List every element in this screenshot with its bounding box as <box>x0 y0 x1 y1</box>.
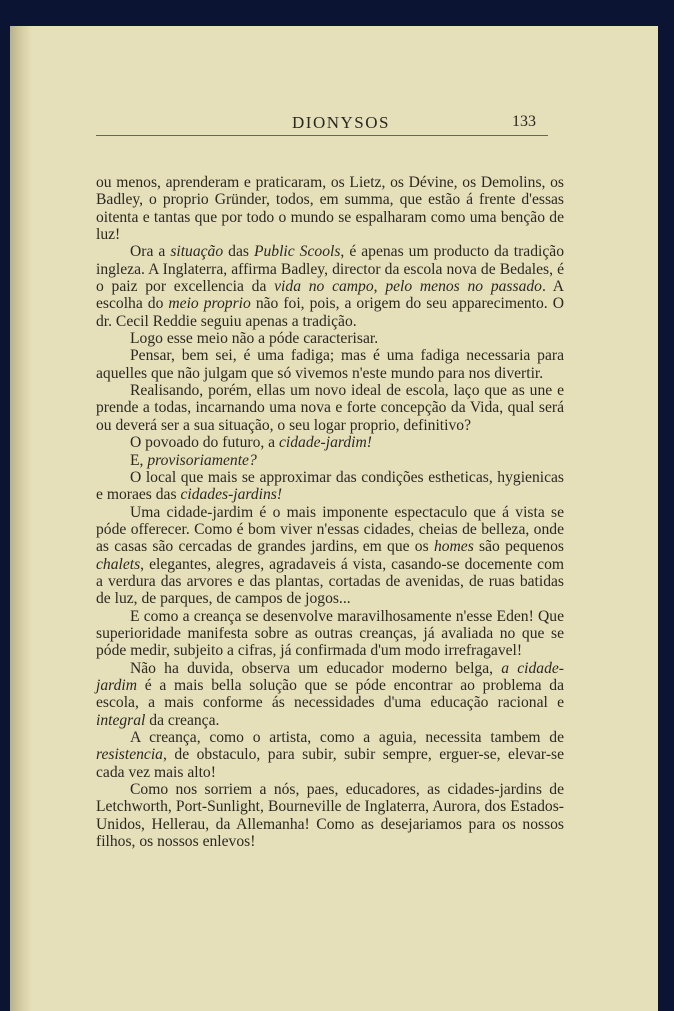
text-run: é a mais bella solução que se póde encontrar ao problema da escola, a mais conforme ás necessidades d'uma educação racional e <box>96 676 564 712</box>
paragraph <box>96 347 564 382</box>
italic-text: a cidade-jardim <box>96 659 564 694</box>
paragraph <box>96 504 564 608</box>
body-text <box>96 174 564 850</box>
text-run: Ora a <box>130 243 171 261</box>
paragraph <box>96 243 564 330</box>
page-number: 133 <box>512 113 536 130</box>
italic-text: integral <box>96 711 146 729</box>
text-run: são pequenos <box>473 538 564 556</box>
paragraph <box>96 729 564 781</box>
italic-text: meio proprio <box>168 295 251 313</box>
italic-text: resistencia <box>96 746 163 764</box>
paragraph <box>96 781 564 850</box>
text-run: das <box>223 243 254 261</box>
text-run: , elegantes, alegres, agradaveis á vista, casando-se docemente com a verdura das arvores e das plantas, cortadas de avenidas, de ruas batidas de luz, de parques, de campos de jogos... <box>96 555 564 608</box>
italic-text: chalets <box>96 555 141 573</box>
italic-text: vida no campo <box>274 278 374 296</box>
paragraph <box>96 434 564 451</box>
text-run: ou menos, aprenderam e praticaram, os Lietz, os Dévine, os Demolins, os Badley, o proprio Gründer, todos, em summa, que estão á frente d'essas oitenta e tantas que por todo o mundo se espalharam como uma benção de luz! <box>96 174 564 244</box>
italic-text: Public Scools <box>253 243 341 261</box>
page-binding-edge <box>10 26 32 1011</box>
paragraph <box>96 469 564 504</box>
text-run: Pensar, bem sei, é uma fadiga; mas é uma fadiga necessaria para aquelles que não julgam que só vivemos n'este mundo para nos divertir. <box>96 347 564 382</box>
text-run: , é apenas um producto da tradição ingleza. A Inglaterra, affirma Badley, director da escola nova de Bedales, é o paiz por excellencia da <box>96 243 564 296</box>
italic-text: homes <box>433 538 474 556</box>
text-run: O povoado do futuro, a <box>130 434 279 452</box>
text-run: . A escolha do <box>96 278 565 313</box>
paragraph <box>96 382 564 434</box>
italic-text: cidade-jardim! <box>278 434 372 452</box>
text-run: Como nos sorriem a nós, paes, educadores, as cidades-jardins de Letchworth, Port-Sunlight, Bourneville de Inglaterra, Aurora, dos Estados-Unidos, Hellerau, da Allemanha! Como as desejariamos para os nossos filhos, os nossos enlevos! <box>96 781 564 851</box>
italic-text: pelo menos no passado <box>385 278 542 296</box>
paragraph <box>96 660 564 729</box>
paragraph <box>96 608 564 660</box>
italic-text: provisoriamente? <box>147 451 257 469</box>
page-header <box>96 113 548 136</box>
text-run: , <box>373 278 386 296</box>
book-page <box>10 26 658 1011</box>
text-run: E como a creança se desenvolve maravilhosamente n'esse Eden! Que superioridade manifesta sobre as outras creanças, já avaliada no que se póde medir, subjeito a cifras, já confirmada d'um modo irrefragavel! <box>96 607 564 660</box>
paragraph <box>96 174 564 243</box>
text-run: não foi, pois, a origem do seu apparecimento. O dr. Cecil Reddie seguiu apenas a tradição. <box>96 295 564 330</box>
paragraph <box>96 330 564 347</box>
text-run: Realisando, porém, ellas um novo ideal de escola, laço que as une e prende a todas, incarnando uma nova e forte concepção da Vida, qual será ou deverá ser a sua situação, o seu logar proprio, definitivo? <box>96 382 564 434</box>
italic-text: situação <box>170 243 224 261</box>
text-run: O local que mais se approximar das condições estheticas, hygienicas e moraes das <box>96 468 564 504</box>
text-run: E, <box>130 451 148 469</box>
text-run: Logo esse meio não a póde caracterisar. <box>130 330 379 348</box>
text-run: , de obstaculo, para subir, subir sempre, erguer-se, elevar-se cada vez mais alto! <box>96 746 564 781</box>
italic-text: cidades-jardins! <box>180 486 283 504</box>
text-run: A creança, como o artista, como a aguia, necessita tambem de <box>130 729 564 746</box>
text-run: Não ha duvida, observa um educador moderno belga, <box>130 659 502 677</box>
running-title: DIONYSOS <box>292 113 390 132</box>
text-run: da creança. <box>145 711 220 729</box>
text-run: Uma cidade-jardim é o mais imponente espectaculo que á vista se póde offerecer. Como é bom viver n'essas cidades, cheias de belleza, onde as casas são cercadas de grandes jardins, em que os <box>96 503 564 556</box>
paragraph <box>96 452 564 469</box>
